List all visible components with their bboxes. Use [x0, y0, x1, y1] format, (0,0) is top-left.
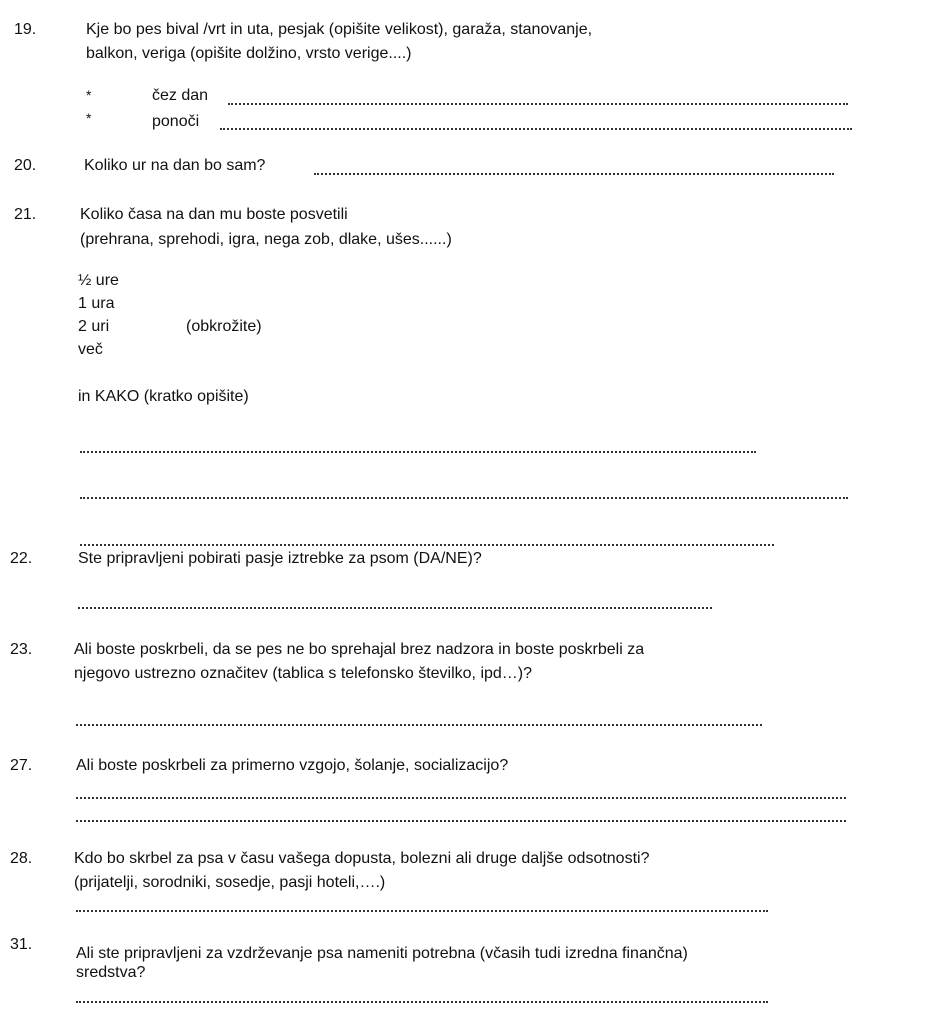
- answer-line-27-b[interactable]: [76, 820, 846, 822]
- label-day: čez dan: [152, 87, 209, 104]
- answer-line-31[interactable]: [76, 1001, 768, 1003]
- option-more[interactable]: več: [78, 341, 103, 358]
- question-19-text-line2: balkon, veriga (opišite dolžino, vrsto verige....): [86, 45, 412, 62]
- question-21-text-line1: Koliko časa na dan mu boste posvetili: [80, 206, 348, 223]
- answer-line-21-a[interactable]: [80, 451, 756, 453]
- label-night: ponoči: [152, 113, 200, 130]
- question-31-text-line1: Ali ste pripravljeni za vzdrževanje psa nameniti potrebna (včasih tudi izredna finančna): [76, 945, 688, 962]
- answer-line-20[interactable]: [314, 173, 834, 175]
- question-number-19: 19.: [14, 21, 37, 38]
- answer-line-28[interactable]: [76, 910, 768, 912]
- question-number-21: 21.: [14, 206, 37, 223]
- question-number-23: 23.: [10, 641, 33, 658]
- question-number-22: 22.: [10, 550, 33, 567]
- question-31-text-line2: sredstva?: [76, 964, 146, 981]
- question-28-text-line2: (prijatelji, sorodniki, sosedje, pasji hoteli,….): [74, 874, 386, 891]
- option-half-hour[interactable]: ½ ure: [78, 272, 119, 289]
- bullet-night: *: [86, 110, 92, 126]
- question-27-text: Ali boste poskrbeli za primerno vzgojo, šolanje, socializacijo?: [76, 757, 509, 774]
- option-two-hours[interactable]: 2 uri: [78, 318, 110, 335]
- answer-line-23[interactable]: [76, 724, 762, 726]
- question-19-text-line1: Kje bo pes bival /vrt in uta, pesjak (opišite velikost), garaža, stanovanje,: [86, 21, 593, 38]
- question-23-text-line2: njegovo ustrezno označitev (tablica s telefonsko številko, ipd…)?: [74, 665, 533, 682]
- option-one-hour[interactable]: 1 ura: [78, 295, 115, 312]
- answer-line-19-day[interactable]: [228, 103, 848, 105]
- question-22-text: Ste pripravljeni pobirati pasje iztrebke za psom (DA/NE)?: [78, 550, 482, 567]
- answer-line-22[interactable]: [78, 607, 712, 609]
- question-28-text-line1: Kdo bo skrbel za psa v času vašega dopusta, bolezni ali druge daljše odsotnosti?: [74, 850, 650, 867]
- bullet-day: *: [86, 87, 92, 103]
- question-number-20: 20.: [14, 157, 37, 174]
- question-number-28: 28.: [10, 850, 33, 867]
- question-number-27: 27.: [10, 757, 33, 774]
- answer-line-21-c[interactable]: [80, 544, 774, 546]
- answer-line-27-a[interactable]: [76, 797, 846, 799]
- answer-line-21-b[interactable]: [80, 497, 848, 499]
- question-20-text: Koliko ur na dan bo sam?: [84, 157, 266, 174]
- circle-hint: (obkrožite): [186, 318, 262, 335]
- answer-line-19-night[interactable]: [220, 128, 852, 130]
- question-21-text-line2: (prehrana, sprehodi, igra, nega zob, dlake, ušes......): [80, 231, 452, 248]
- question-number-31: 31.: [10, 936, 33, 953]
- question-23-text-line1: Ali boste poskrbeli, da se pes ne bo sprehajal brez nadzora in boste poskrbeli za: [74, 641, 645, 658]
- how-label: in KAKO (kratko opišite): [78, 388, 249, 405]
